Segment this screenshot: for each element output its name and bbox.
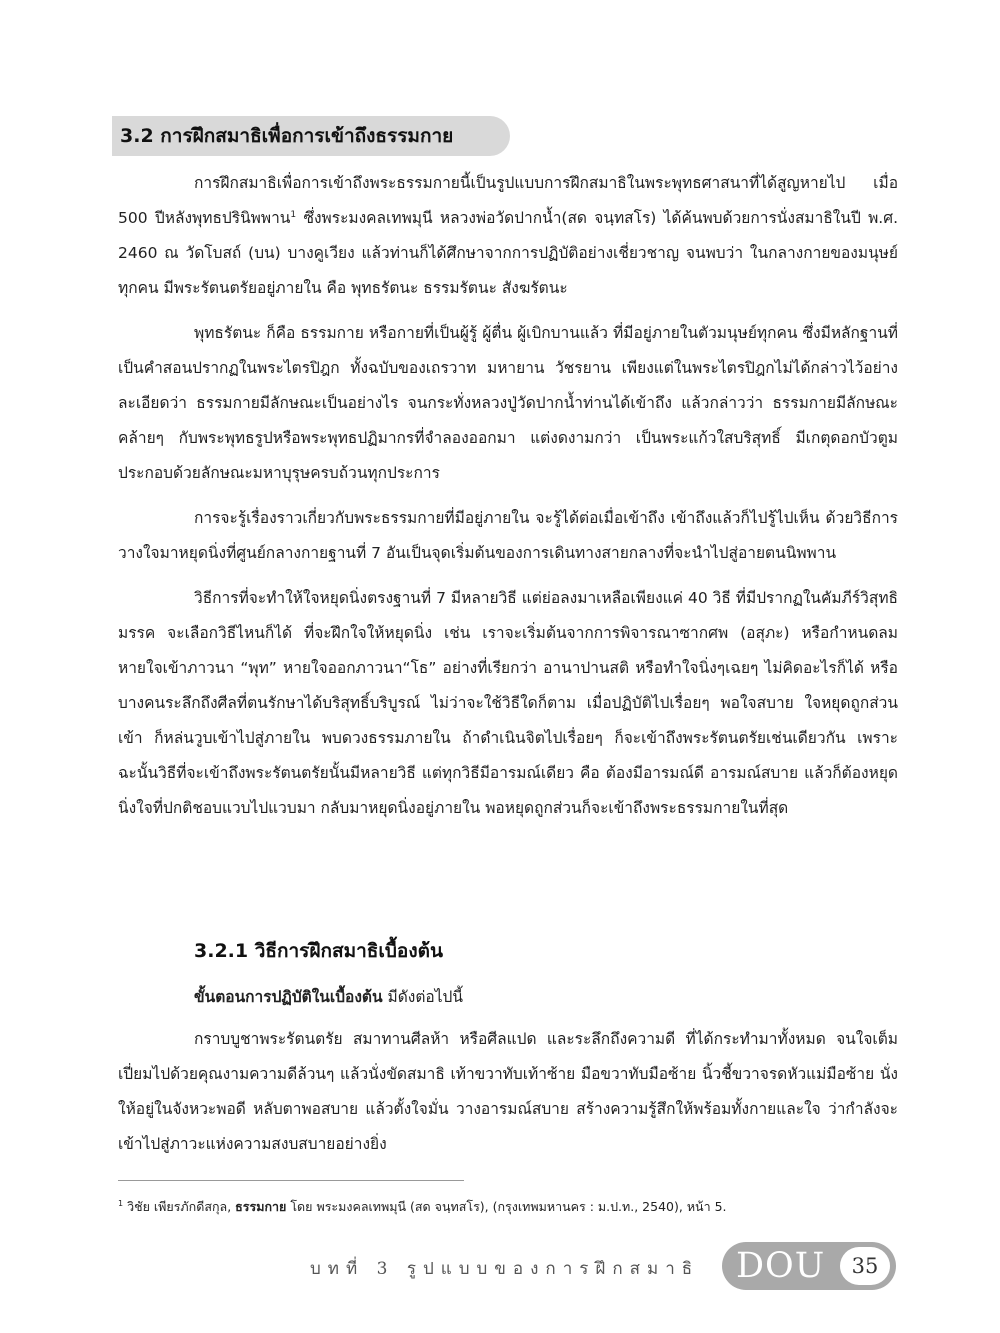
subsection-paragraph-1: กราบบูชาพระรัตนตรัย สมาทานศีลห้า หรือศีลแปด และระลึกถึงความดี ที่ได้กระทำมาทั้งหมด จนใจเต็มเปี่ยมไปด้วยคุณงามความดีล้วนๆ แล้วนั่งขัดสมาธิ เท้าขวาทับเท้าซ้าย มือขวาทับมือซ้าย นิ้วชี้ขวาจรดหัวแม่มือซ้าย นั่งให้อยู่ในจังหวะพอดี หลับตาพอสบาย แล้วตั้งใจมั่น วางอารมณ์สบาย สร้างความรู้สึกให้พร้อมทั้งกายและใจ ว่ากำลังจะเข้าไปสู่ภาวะแห่งความสงบสบายอย่างยิ่ง [118, 1030, 898, 1153]
footer-chapter-title: บทที่ 3 รูปแบบของการฝึกสมาธิ [310, 1259, 700, 1279]
paragraph-1-text-a: การฝึกสมาธิเพื่อการเข้าถึงพระธรรมกายนี้เป็นรูปแบบการฝึกสมาธิในพระพุทธศาสนาที่ได้สูญหายไป เมื่อ 500 ปีหลังพุทธปรินิพพาน [118, 174, 898, 227]
subsection-body [118, 1022, 898, 1172]
steps-intro-bold: ขั้นตอนการปฏิบัติในเบื้องต้น [194, 988, 383, 1006]
footnote [118, 1196, 727, 1218]
footnote-text-b: โดย พระมงคลเทพมุนี (สด จนฺทสโร), (กรุงเทพมหานคร : ม.ป.ท., 2540), หน้า 5. [286, 1199, 727, 1214]
footnote-marker: 1 [118, 1198, 124, 1208]
steps-intro-rest: มีดังต่อไปนี้ [382, 988, 463, 1006]
paragraph-3: การจะรู้เรื่องราวเกี่ยวกับพระธรรมกายที่มีอยู่ภายใน จะรู้ได้ต่อเมื่อเข้าถึง เข้าถึงแล้วก็ไปรู้ไปเห็น ด้วยวิธีการวางใจมาหยุดนิ่งที่ศูนย์กลางกายฐานที่ 7 อันเป็นจุดเริ่มต้นของการเดินทางสายกลางที่จะนำไปสู่อายตนนิพพาน [118, 509, 898, 562]
paragraph-4: วิธีการที่จะทำให้ใจหยุดนิ่งตรงฐานที่ 7 มีหลายวิธี แต่ย่อลงมาเหลือเพียงแค่ 40 วิธี ที่มีปรากฏในคัมภีร์วิสุทธิมรรค จะเลือกวิธีไหนก็ได้ ที่จะฝึกใจให้หยุดนิ่ง เช่น เราจะเริ่มต้นจากการพิจารณาซากศพ (อสุภะ) หรือกำหนดลมหายใจเข้าภาวนา “พุท” หายใจออกภาวนา“โธ” อย่างที่เรียกว่า อานาปานสติ หรือทำใจนิ่งๆเฉยๆ ไม่คิดอะไรก็ได้ หรือบางคนระลึกถึงศีลที่ตนรักษาได้บริสุทธิ์บริบูรณ์ ไม่ว่าจะใช้วิธีใดก็ตาม เมื่อปฏิบัติไปเรื่อยๆ พอใจสบาย ใจหยุดถูกส่วนเข้า ก็หล่นวูบเข้าไปสู่ภายใน พบดวงธรรมภายใน ถ้าดำเนินจิตไปเรื่อยๆ ก็จะเข้าถึงพระรัตนตรัยเช่นเดียวกัน เพราะฉะนั้นวิธีที่จะเข้าถึงพระรัตนตรัยนั้นมีหลายวิธี แต่ทุกวิธีมีอารมณ์เดียว คือ ต้องมีอารมณ์ดี อารมณ์สบาย แล้วก็ต้องหยุดนิ่งใจที่ปกติชอบแวบไปแวบมา กลับมาหยุดนิ่งอยู่ภายใน พอหยุดถูกส่วนก็จะเข้าถึงพระธรรมกายในที่สุด [118, 589, 898, 817]
paragraph-1-text-b: ซึ่งพระมงคลเทพมุนี หลวงพ่อวัดปากน้ำ(สด จนฺทสโร) ได้ค้นพบด้วยการนั่งสมาธิในปี พ.ศ. 2460 ณ วัดโบสถ์ (บน) บางคูเวียง แล้วท่านก็ได้ศึกษาจากการปฏิบัติอย่างเชี่ยวชาญ จนพบว่า ในกลางกายของมนุษย์ทุกคน มีพระรัตนตรัยอยู่ภายใน คือ พุทธรัตนะ ธรรมรัตนะ สังฆรัตนะ [118, 209, 898, 297]
paragraph-2: พุทธรัตนะ ก็คือ ธรรมกาย หรือกายที่เป็นผู้รู้ ผู้ตื่น ผู้เบิกบานแล้ว ที่มีอยู่ภายในตัวมนุษย์ทุกคน ซึ่งมีหลักฐานที่เป็นคำสอนปรากฏในพระไตรปิฎก ทั้งฉบับของเถรวาท มหายาน วัชรยาน เพียงแต่ในพระไตรปิฎกไม่ได้กล่าวไว้อย่างละเอียดว่า ธรรมกายมีลักษณะเป็นอย่างไร จนกระทั่งหลวงปู่วัดปากน้ำท่านได้เข้าถึง แล้วกล่าวว่า ธรรมกายมีลักษณะคล้ายๆ กับพระพุทธรูปหรือพระพุทธปฏิมากรที่จำลองออกมา แต่งดงามกว่า เป็นพระแก้วใสบริสุทธิ์ มีเกตุดอกบัวตูม ประกอบด้วยลักษณะมหาบุรุษครบถ้วนทุกประการ [118, 324, 898, 482]
footnote-divider [118, 1180, 464, 1181]
footnote-text-a: วิชัย เพียรภักดีสกุล, [123, 1199, 236, 1214]
subsection-heading: 3.2.1 วิธีการฝึกสมาธิเบื้องต้น [194, 940, 443, 962]
page-number: 35 [840, 1247, 890, 1285]
footnote-ref[interactable]: 1 [290, 209, 297, 220]
dou-logo: DOU [736, 1246, 826, 1286]
section-body [118, 166, 898, 836]
paragraph-1 [118, 166, 898, 306]
steps-intro [194, 980, 463, 1015]
footer-badge [722, 1242, 896, 1290]
footnote-book-title: ธรรมกาย [235, 1199, 287, 1214]
section-heading: 3.2 การฝึกสมาธิเพื่อการเข้าถึงธรรมกาย [112, 116, 510, 156]
